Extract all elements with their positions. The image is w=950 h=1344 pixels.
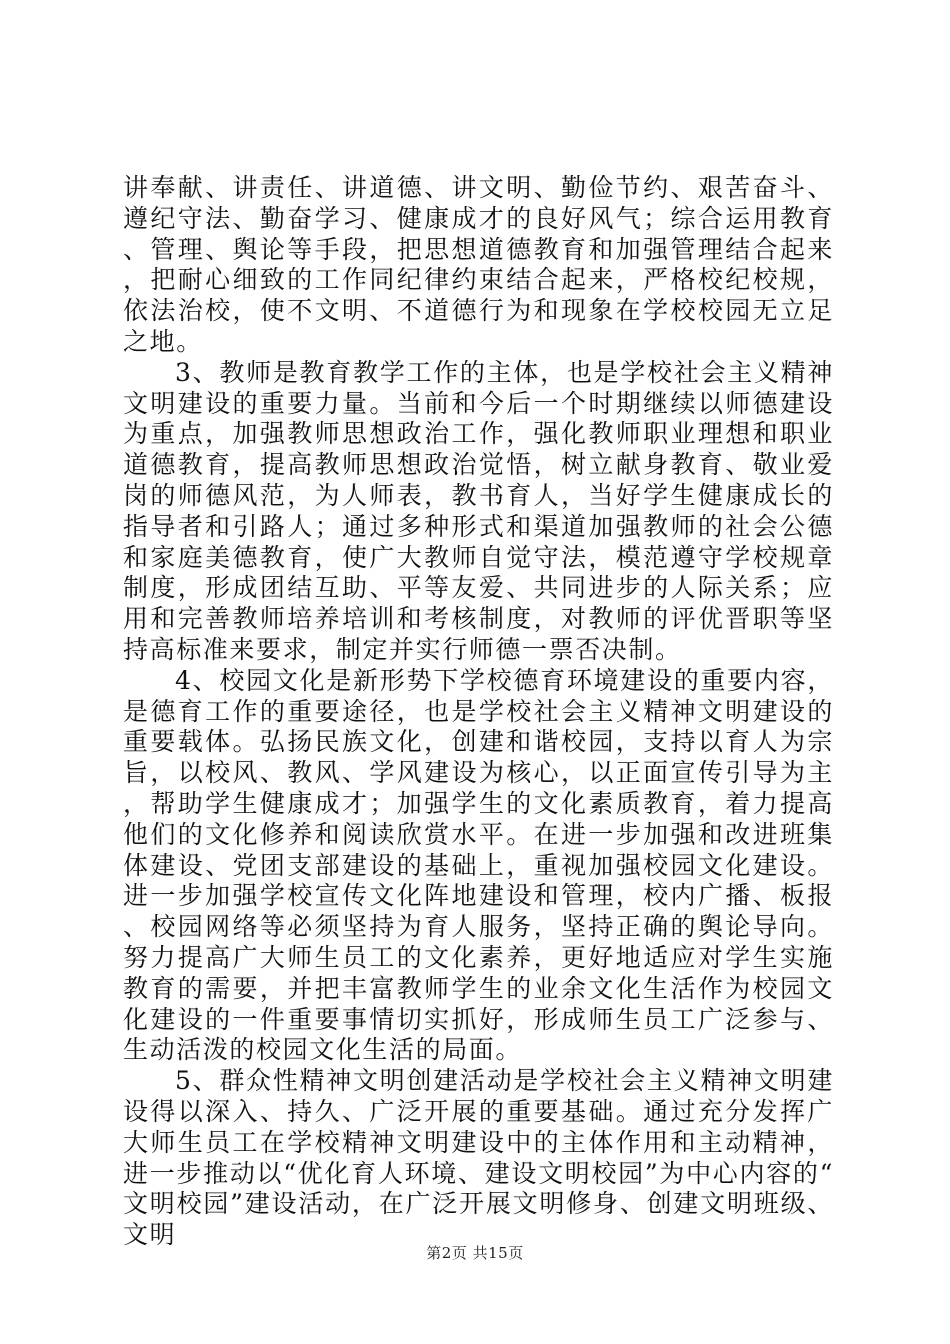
paragraph-item-4: 4、校园文化是新形势下学校德育环境建设的重要内容，是德育工作的重要途径，也是学校社会主义精神文明建设的重要载体。弘扬民族文化，创建和谐校园，支持以育人为宗旨，以校风、教风、学风建设为核心，以正面宣传引导为主，帮助学生健康成才；加强学生的文化素质教育，着力提高他们的文化修养和阅读欣赏水平。在进一步加强和改进班集体建设、党团支部建设的基础上，重视加强校园文化建设。进一步加强学校宣传文化阵地建设和管理，校内广播、板报、校园网络等必须坚持为育人服务，坚持正确的舆论导向。努力提高广大师生员工的文化素养，更好地适应对学生实施教育的需要，并把丰富教师学生的业余文化生活作为校园文化建设的一件重要事情切实抓好，形成师生员工广泛参与、生动活泼的校园文化生活的局面。 xyxy=(123,665,834,1065)
paragraph-item-3: 3、教师是教育教学工作的主体，也是学校社会主义精神文明建设的重要力量。当前和今后一个时期继续以师德建设为重点，加强教师思想政治工作，强化教师职业理想和职业道德教育，提高教师思想政治觉悟，树立献身教育、敬业爱岗的师德风范，为人师表，教书育人，当好学生健康成长的指导者和引路人；通过多种形式和渠道加强教师的社会公德和家庭美德教育，使广大教师自觉守法，模范遵守学校规章制度，形成团结互助、平等友爱、共同进步的人际关系；应用和完善教师培养培训和考核制度，对教师的评优晋职等坚持高标准来要求，制定并实行师德一票否决制。 xyxy=(123,357,834,664)
paragraph-continuation: 讲奉献、讲责任、讲道德、讲文明、勤俭节约、艰苦奋斗、遵纪守法、勤奋学习、健康成才的良好风气；综合运用教育、管理、舆论等手段，把思想道德教育和加强管理结合起来，把耐心细致的工作同纪律约束结合起来，严格校纪校规，依法治校，使不文明、不道德行为和现象在学校校园无立足之地。 xyxy=(123,173,834,356)
paragraph-item-5: 5、群众性精神文明创建活动是学校社会主义精神文明建设得以深入、持久、广泛开展的重要基础。通过充分发挥广大师生员工在学校精神文明建设中的主体作用和主动精神，进一步推动以“优化育人环境、建设文明校园”为中心内容的“文明校园”建设活动，在广泛开展文明修身、创建文明班级、文明 xyxy=(123,1066,834,1250)
document-body xyxy=(123,173,834,1251)
page-number-footer: 第2页 共15页 xyxy=(426,1244,524,1262)
